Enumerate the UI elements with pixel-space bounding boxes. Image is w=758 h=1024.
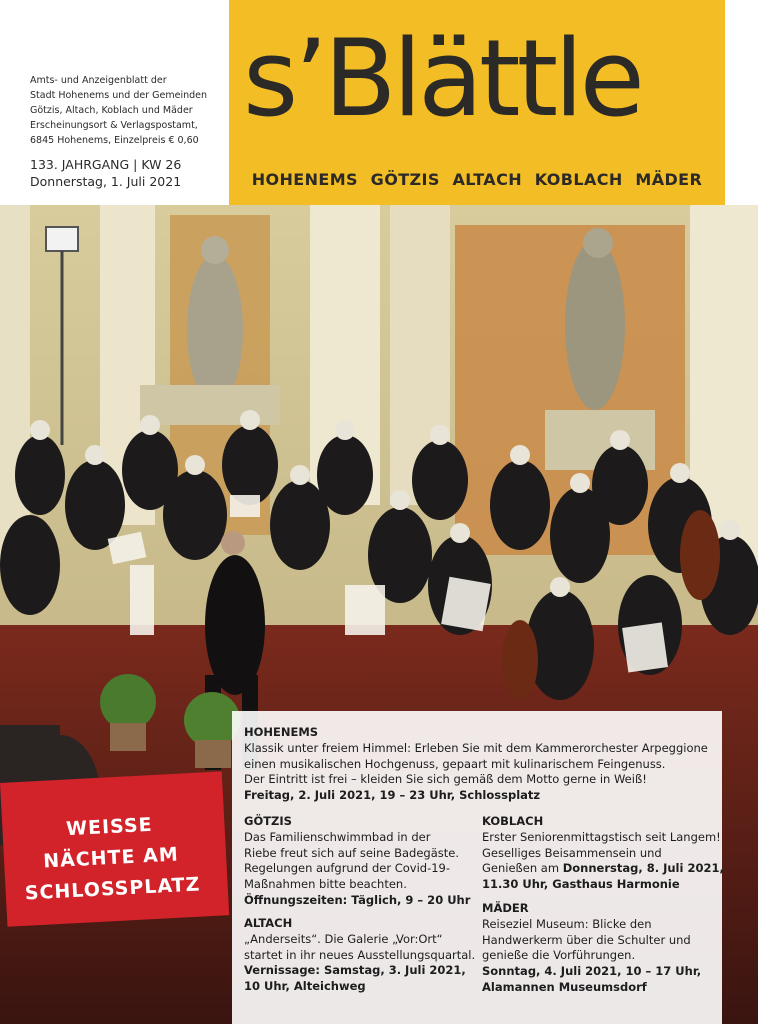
- event-heading: HOHENEMS: [244, 725, 319, 739]
- event-text-line: startet in ihr neues Ausstellungsquartal.: [244, 947, 476, 962]
- event-when: Freitag, 2. Juli 2021, 19 – 23 Uhr, Schlossplatz: [244, 788, 541, 803]
- town-koblach: KOBLACH: [534, 170, 623, 189]
- event-when: Öffnungszeiten: Täglich, 9 – 20 Uhr: [244, 892, 471, 907]
- event-when: 10 Uhr, Alteichweg: [244, 979, 366, 994]
- issue-date: Donnerstag, 1. Juli 2021: [30, 174, 182, 189]
- event-when: Alamannen Museumsdorf: [482, 979, 647, 994]
- ribbon-line: NÄCHTE AM: [42, 843, 180, 873]
- event-text-line: Regelungen aufgrund der Covid-19-: [244, 861, 451, 876]
- event-text-prefix: Genießen am: [482, 861, 563, 876]
- event-altach: [244, 916, 484, 995]
- imprint-line: 6845 Hohenems, Einzelpreis € 0,60: [30, 135, 199, 146]
- event-koblach: [482, 814, 724, 893]
- event-text-line: Geselliges Beisammensein und: [482, 845, 662, 860]
- ribbon-line: WEISSE: [65, 813, 154, 841]
- event-when: Sonntag, 4. Juli 2021, 10 – 17 Uhr,: [482, 964, 702, 979]
- event-text-line: Der Eintritt ist frei – kleiden Sie sich gemäß dem Motto gerne in Weiß!: [244, 772, 647, 787]
- headline-ribbon-text: [0, 806, 224, 910]
- event-maeder: [482, 901, 717, 996]
- event-text-line: Handwerkerm über die Schulter und: [482, 932, 691, 947]
- event-text-line: Maßnahmen bitte beachten.: [244, 877, 407, 892]
- event-text-line: Das Familienschwimmbad in der: [244, 829, 431, 844]
- imprint-block: [30, 73, 220, 148]
- issue-info: [30, 156, 230, 190]
- event-text-line: Riebe freut sich auf seine Badegäste.: [244, 845, 460, 860]
- imprint-line: Amts- und Anzeigenblatt der: [30, 75, 167, 86]
- imprint-line: Stadt Hohenems und der Gemeinden: [30, 90, 208, 101]
- event-text-line: Reiseziel Museum: Blicke den: [482, 916, 652, 931]
- town-hohenems: HOHENEMS: [251, 170, 358, 189]
- issue-volume: 133. JAHRGANG | KW 26: [30, 157, 182, 172]
- event-heading: GÖTZIS: [244, 814, 292, 828]
- town-goetzis: GÖTZIS: [370, 170, 440, 189]
- event-text-line: Klassik unter freiem Himmel: Erleben Sie mit dem Kammerorchester Arpeggione: [244, 740, 708, 755]
- event-heading: MÄDER: [482, 901, 529, 915]
- event-goetzis: [244, 814, 474, 909]
- event-text-line: [482, 861, 724, 877]
- event-when: Vernissage: Samstag, 3. Juli 2021,: [244, 963, 466, 978]
- event-heading: ALTACH: [244, 916, 293, 930]
- town-altach: ALTACH: [452, 170, 523, 189]
- event-hohenems: [244, 725, 714, 804]
- imprint-line: Götzis, Altach, Koblach und Mäder: [30, 105, 193, 116]
- ribbon-line: SCHLOSSPLATZ: [24, 873, 201, 905]
- event-when: 11.30 Uhr, Gasthaus Harmonie: [482, 877, 680, 892]
- event-text-line: genieße die Vorführungen.: [482, 948, 636, 963]
- event-info-box: [232, 711, 722, 1024]
- event-text-line: „Anderseits“. Die Galerie „Vor:Ort“: [244, 931, 443, 946]
- newspaper-title: s’Blättle: [243, 17, 641, 140]
- town-list: [229, 170, 725, 189]
- event-text-line: Erster Seniorenmittagstisch seit Langem!: [482, 829, 721, 844]
- event-text-line: einen musikalischen Hochgenuss, gepaart mit kulinarischem Feingenuss.: [244, 756, 666, 771]
- town-maeder: MÄDER: [635, 170, 703, 189]
- masthead: [229, 0, 725, 215]
- event-heading: KOBLACH: [482, 814, 544, 828]
- imprint-line: Erscheinungsort & Verlagspostamt,: [30, 120, 198, 131]
- event-when-inline: Donnerstag, 8. Juli 2021,: [562, 861, 724, 876]
